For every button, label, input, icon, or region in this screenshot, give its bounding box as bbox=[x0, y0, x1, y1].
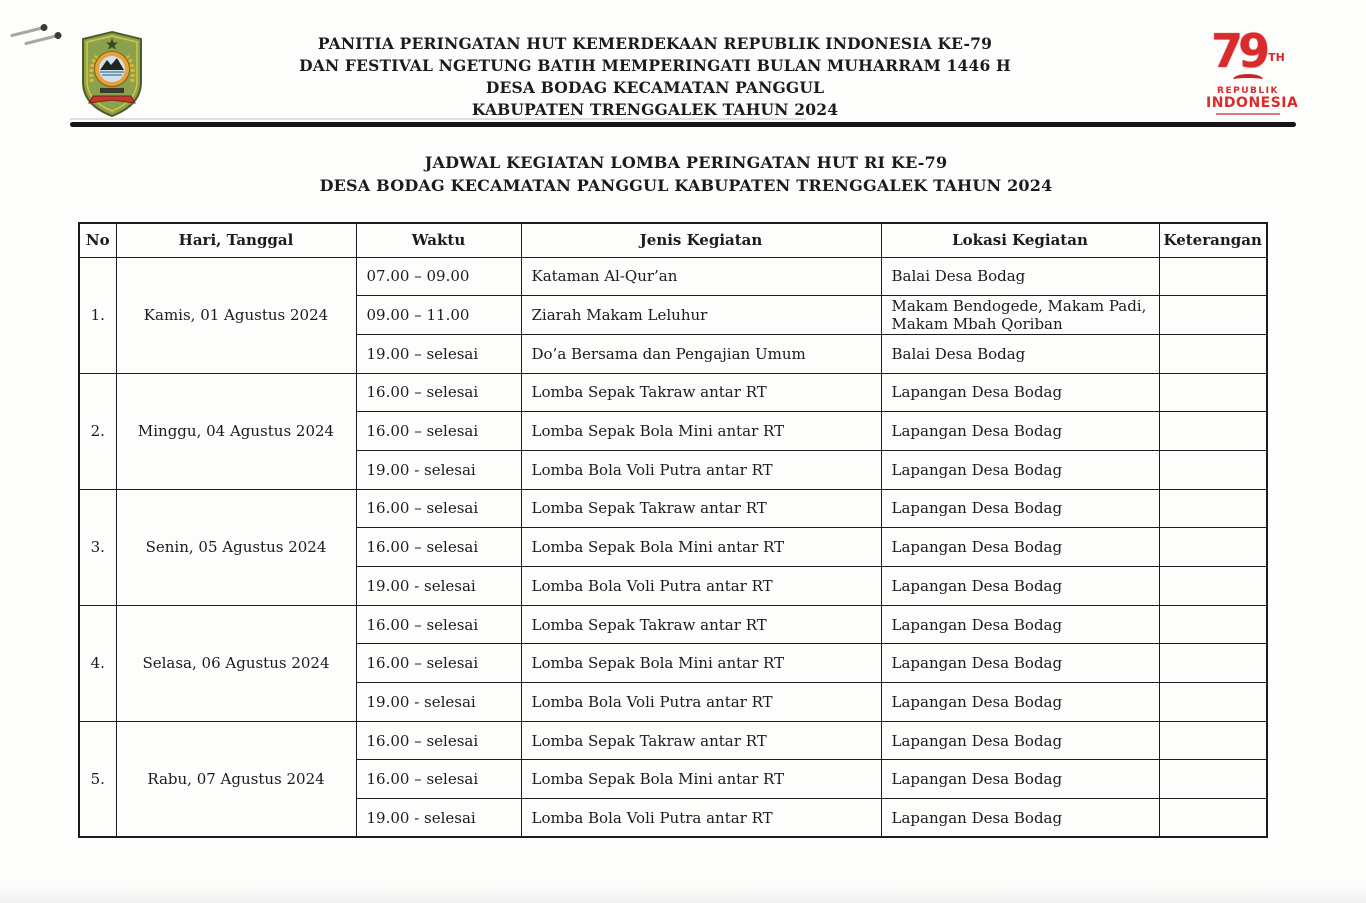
cell-time: 16.00 – selesai bbox=[356, 721, 521, 760]
logo-republik-text: REPUBLIK bbox=[1217, 86, 1279, 96]
cell-no: 2. bbox=[79, 373, 116, 489]
cell-note bbox=[1159, 644, 1267, 683]
cell-time: 16.00 – selesai bbox=[356, 528, 521, 567]
cell-time: 16.00 – selesai bbox=[356, 644, 521, 683]
column-header-jenis-kegiatan: Jenis Kegiatan bbox=[521, 223, 881, 257]
column-header-no: No bbox=[79, 223, 116, 257]
cell-time: 19.00 - selesai bbox=[356, 799, 521, 838]
cell-time: 19.00 – selesai bbox=[356, 334, 521, 373]
header-row bbox=[79, 223, 1267, 257]
cell-note bbox=[1159, 412, 1267, 451]
schedule-table-head bbox=[79, 223, 1267, 257]
logo-tagline-line bbox=[1216, 113, 1280, 115]
regency-emblem-logo bbox=[79, 30, 145, 118]
cell-note bbox=[1159, 528, 1267, 567]
cell-time: 19.00 - selesai bbox=[356, 567, 521, 606]
cell-time: 16.00 – selesai bbox=[356, 373, 521, 412]
cell-day: Kamis, 01 Agustus 2024 bbox=[116, 257, 356, 373]
cell-time: 16.00 – selesai bbox=[356, 605, 521, 644]
staple-mark-icon bbox=[24, 34, 60, 46]
cell-location: Balai Desa Bodag bbox=[881, 257, 1159, 296]
cell-note bbox=[1159, 373, 1267, 412]
staple-mark-icon bbox=[10, 26, 46, 38]
letterhead bbox=[150, 33, 1160, 121]
cell-location: Lapangan Desa Bodag bbox=[881, 450, 1159, 489]
column-header-hari-tanggal: Hari, Tanggal bbox=[116, 223, 356, 257]
cell-time: 19.00 - selesai bbox=[356, 683, 521, 722]
cell-note bbox=[1159, 334, 1267, 373]
cell-activity: Lomba Sepak Takraw antar RT bbox=[521, 605, 881, 644]
cell-location: Lapangan Desa Bodag bbox=[881, 412, 1159, 451]
cell-activity: Lomba Bola Voli Putra antar RT bbox=[521, 683, 881, 722]
cell-activity: Lomba Bola Voli Putra antar RT bbox=[521, 567, 881, 606]
cell-no: 1. bbox=[79, 257, 116, 373]
cell-note bbox=[1159, 683, 1267, 722]
table-row bbox=[79, 605, 1267, 644]
cell-note bbox=[1159, 721, 1267, 760]
header-divider bbox=[70, 122, 1296, 127]
cell-note bbox=[1159, 257, 1267, 296]
letterhead-line-3: DESA BODAG KECAMATAN PANGGUL bbox=[485, 78, 825, 97]
document-title-line-1: JADWAL KEGIATAN LOMBA PERINGATAN HUT RI KE-79 bbox=[424, 153, 948, 172]
cell-time: 16.00 – selesai bbox=[356, 489, 521, 528]
schedule-table bbox=[78, 222, 1268, 838]
cell-day: Selasa, 06 Agustus 2024 bbox=[116, 605, 356, 721]
cell-location: Makam Bendogede, Makam Padi, Makam Mbah Qoriban bbox=[881, 296, 1159, 335]
cell-no: 4. bbox=[79, 605, 116, 721]
logo-indonesia-text: INDONESIA bbox=[1206, 95, 1299, 111]
table-row bbox=[79, 489, 1267, 528]
logo-79-number: 79 $^{TH}$ bbox=[1211, 24, 1285, 78]
cell-location: Lapangan Desa Bodag bbox=[881, 489, 1159, 528]
document-title bbox=[0, 151, 1366, 197]
cell-activity: Ziarah Makam Leluhur bbox=[521, 296, 881, 335]
table-row bbox=[79, 373, 1267, 412]
cell-note bbox=[1159, 760, 1267, 799]
cell-time: 19.00 - selesai bbox=[356, 450, 521, 489]
cell-note bbox=[1159, 567, 1267, 606]
cell-day: Senin, 05 Agustus 2024 bbox=[116, 489, 356, 605]
regency-emblem-icon bbox=[79, 30, 145, 118]
cell-no: 5. bbox=[79, 721, 116, 837]
cell-time: 07.00 – 09.00 bbox=[356, 257, 521, 296]
cell-activity: Lomba Sepak Takraw antar RT bbox=[521, 489, 881, 528]
cell-note bbox=[1159, 450, 1267, 489]
hut-ri-79-logo bbox=[1206, 24, 1299, 126]
cell-location: Lapangan Desa Bodag bbox=[881, 528, 1159, 567]
cell-time: 16.00 – selesai bbox=[356, 412, 521, 451]
cell-activity: Do’a Bersama dan Pengajian Umum bbox=[521, 334, 881, 373]
cell-note bbox=[1159, 605, 1267, 644]
table-row bbox=[79, 257, 1267, 296]
cell-location: Lapangan Desa Bodag bbox=[881, 683, 1159, 722]
cell-activity: Lomba Sepak Takraw antar RT bbox=[521, 373, 881, 412]
column-header-keterangan: Keterangan bbox=[1159, 223, 1267, 257]
cell-location: Lapangan Desa Bodag bbox=[881, 605, 1159, 644]
cell-location: Lapangan Desa Bodag bbox=[881, 567, 1159, 606]
cell-activity: Lomba Sepak Bola Mini antar RT bbox=[521, 412, 881, 451]
cell-location: Lapangan Desa Bodag bbox=[881, 644, 1159, 683]
cell-location: Lapangan Desa Bodag bbox=[881, 721, 1159, 760]
letterhead-line-2: DAN FESTIVAL NGETUNG BATIH MEMPERINGATI BULAN MUHARRAM 1446 H bbox=[299, 56, 1011, 75]
cell-activity: Lomba Bola Voli Putra antar RT bbox=[521, 450, 881, 489]
letterhead-line-4: KABUPATEN TRENGGALEK TAHUN 2024 bbox=[471, 100, 839, 119]
cell-note bbox=[1159, 296, 1267, 335]
column-header-lokasi-kegiatan: Lokasi Kegiatan bbox=[881, 223, 1159, 257]
cell-location: Balai Desa Bodag bbox=[881, 334, 1159, 373]
cell-activity: Lomba Sepak Bola Mini antar RT bbox=[521, 528, 881, 567]
cell-time: 09.00 – 11.00 bbox=[356, 296, 521, 335]
cell-note bbox=[1159, 489, 1267, 528]
cell-activity: Kataman Al-Qur’an bbox=[521, 257, 881, 296]
cell-day: Rabu, 07 Agustus 2024 bbox=[116, 721, 356, 837]
cell-time: 16.00 – selesai bbox=[356, 760, 521, 799]
document-title-line-2: DESA BODAG KECAMATAN PANGGUL KABUPATEN TRENGGALEK TAHUN 2024 bbox=[319, 176, 1053, 195]
letterhead-line-1: PANITIA PERINGATAN HUT KEMERDEKAAN REPUBLIK INDONESIA KE-79 bbox=[317, 34, 993, 53]
cell-activity: Lomba Sepak Takraw antar RT bbox=[521, 721, 881, 760]
cell-activity: Lomba Bola Voli Putra antar RT bbox=[521, 799, 881, 838]
cell-location: Lapangan Desa Bodag bbox=[881, 373, 1159, 412]
cell-activity: Lomba Sepak Bola Mini antar RT bbox=[521, 644, 881, 683]
cell-location: Lapangan Desa Bodag bbox=[881, 799, 1159, 838]
cell-day: Minggu, 04 Agustus 2024 bbox=[116, 373, 356, 489]
cell-no: 3. bbox=[79, 489, 116, 605]
cell-location: Lapangan Desa Bodag bbox=[881, 760, 1159, 799]
table-row bbox=[79, 721, 1267, 760]
column-header-waktu: Waktu bbox=[356, 223, 521, 257]
schedule-table-body bbox=[79, 257, 1267, 837]
cell-activity: Lomba Sepak Bola Mini antar RT bbox=[521, 760, 881, 799]
cell-note bbox=[1159, 799, 1267, 838]
